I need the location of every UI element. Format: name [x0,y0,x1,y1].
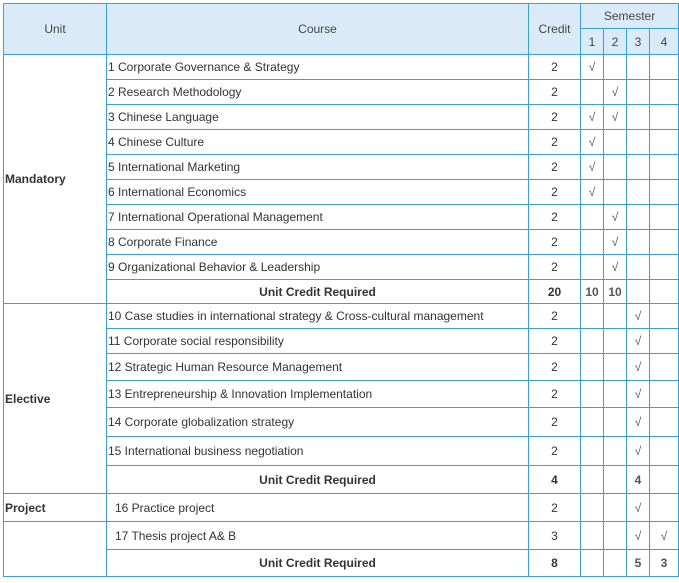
semester-total-1: 10 [581,280,604,304]
semester-total-2 [604,466,627,494]
semester-cell-4 [650,304,679,329]
semester-cell-4 [650,329,679,354]
semester-4-header: 4 [650,29,679,55]
semester-cell-3 [627,230,650,255]
semester-check-4: √ [650,522,679,550]
semester-total-1 [581,550,604,577]
semester-cell-4 [650,180,679,205]
semester-cell-2 [604,329,627,354]
semester-cell-4 [650,437,679,466]
unit-credit-required-label: Unit Credit Required [107,280,529,304]
semester-total-3: 4 [627,466,650,494]
course-name: 9 Organizational Behavior & Leadership [107,255,529,280]
semester-check-2: √ [604,205,627,230]
credit-header: Credit [529,4,581,55]
semester-cell-4 [650,255,679,280]
semester-total-3: 5 [627,550,650,577]
semester-cell-1 [581,230,604,255]
course-credit: 2 [529,329,581,354]
table-row [4,494,679,522]
semester-total-4 [650,280,679,304]
semester-cell-4 [650,354,679,381]
unit-credit-required-label: Unit Credit Required [107,550,529,577]
course-name: 1 Corporate Governance & Strategy [107,55,529,80]
table-row [4,522,679,550]
semester-cell-4 [650,80,679,105]
semester-check-3: √ [627,437,650,466]
semester-check-1: √ [581,180,604,205]
semester-check-2: √ [604,80,627,105]
course-credit: 2 [529,230,581,255]
semester-cell-3 [627,255,650,280]
course-credit: 2 [529,255,581,280]
semester-cell-1 [581,205,604,230]
semester-cell-3 [627,155,650,180]
semester-cell-4 [650,230,679,255]
semester-check-1: √ [581,155,604,180]
course-credit: 2 [529,105,581,130]
course-credit: 3 [529,522,581,550]
course-credit: 2 [529,180,581,205]
unit-label: Mandatory [4,55,107,304]
semester-cell-2 [604,304,627,329]
semester-check-2: √ [604,255,627,280]
unit-credit-total: 8 [529,550,581,577]
semester-check-1: √ [581,105,604,130]
semester-cell-2 [604,155,627,180]
semester-cell-3 [627,55,650,80]
semester-check-3: √ [627,408,650,437]
semester-3-header: 3 [627,29,650,55]
semester-cell-3 [627,80,650,105]
course-name: 12 Strategic Human Resource Management [107,354,529,381]
course-credit: 2 [529,80,581,105]
semester-cell-2 [604,522,627,550]
semester-cell-2 [604,437,627,466]
course-name: 13 Entrepreneurship & Innovation Implementation [107,381,529,408]
course-name: 11 Corporate social responsibility [107,329,529,354]
semester-cell-1 [581,381,604,408]
course-credit: 2 [529,354,581,381]
semester-cell-1 [581,408,604,437]
semester-cell-1 [581,522,604,550]
course-name: 5 International Marketing [107,155,529,180]
semester-cell-4 [650,494,679,522]
semester-cell-4 [650,408,679,437]
course-name: 14 Corporate globalization strategy [107,408,529,437]
table-row [4,304,679,329]
unit-label: Project [4,494,107,522]
course-name: 10 Case studies in international strategy & Cross-cultural management [107,304,529,329]
semester-check-3: √ [627,381,650,408]
semester-total-2: 10 [604,280,627,304]
semester-cell-2 [604,408,627,437]
course-name: 2 Research Methodology [107,80,529,105]
semester-cell-3 [627,130,650,155]
semester-cell-3 [627,180,650,205]
semester-total-1 [581,466,604,494]
semester-check-1: √ [581,55,604,80]
course-credit: 2 [529,55,581,80]
course-credit: 2 [529,494,581,522]
semester-check-3: √ [627,304,650,329]
course-credit: 2 [529,437,581,466]
semester-cell-2 [604,180,627,205]
table-row [4,55,679,80]
course-credit: 2 [529,130,581,155]
curriculum-table [3,3,679,577]
course-credit: 2 [529,408,581,437]
course-credit: 2 [529,155,581,180]
semester-cell-4 [650,381,679,408]
table-body [4,55,679,577]
semester-cell-2 [604,130,627,155]
semester-1-header: 1 [581,29,604,55]
course-credit: 2 [529,381,581,408]
semester-cell-3 [627,205,650,230]
course-name: 15 International business negotiation [107,437,529,466]
unit-cell-empty [4,522,107,577]
course-name: 7 International Operational Management [107,205,529,230]
semester-check-2: √ [604,230,627,255]
semester-cell-2 [604,381,627,408]
course-name: 17 Thesis project A& B [107,522,529,550]
course-header: Course [107,4,529,55]
course-credit: 2 [529,304,581,329]
semester-cell-1 [581,304,604,329]
semester-check-3: √ [627,329,650,354]
semester-check-3: √ [627,354,650,381]
semester-cell-1 [581,329,604,354]
semester-cell-4 [650,105,679,130]
course-name: 3 Chinese Language [107,105,529,130]
semester-check-1: √ [581,130,604,155]
unit-credit-required-label: Unit Credit Required [107,466,529,494]
semester-cell-4 [650,205,679,230]
semester-check-2: √ [604,105,627,130]
course-name: 16 Practice project [107,494,529,522]
semester-cell-4 [650,55,679,80]
course-name: 4 Chinese Culture [107,130,529,155]
course-credit: 2 [529,205,581,230]
semester-cell-3 [627,105,650,130]
semester-check-3: √ [627,522,650,550]
unit-header: Unit [4,4,107,55]
semester-cell-1 [581,80,604,105]
semester-cell-2 [604,494,627,522]
course-name: 6 International Economics [107,180,529,205]
unit-credit-total: 20 [529,280,581,304]
unit-label: Elective [4,304,107,494]
semester-total-4: 3 [650,550,679,577]
semester-cell-4 [650,155,679,180]
semester-cell-1 [581,354,604,381]
semester-cell-1 [581,255,604,280]
semester-total-4 [650,466,679,494]
semester-total-2 [604,550,627,577]
semester-check-3: √ [627,494,650,522]
semester-2-header: 2 [604,29,627,55]
semester-cell-1 [581,437,604,466]
semester-cell-2 [604,55,627,80]
semester-header: Semester [581,4,679,29]
unit-credit-total: 4 [529,466,581,494]
semester-total-3 [627,280,650,304]
semester-cell-1 [581,494,604,522]
semester-cell-4 [650,130,679,155]
course-name: 8 Corporate Finance [107,230,529,255]
semester-cell-2 [604,354,627,381]
